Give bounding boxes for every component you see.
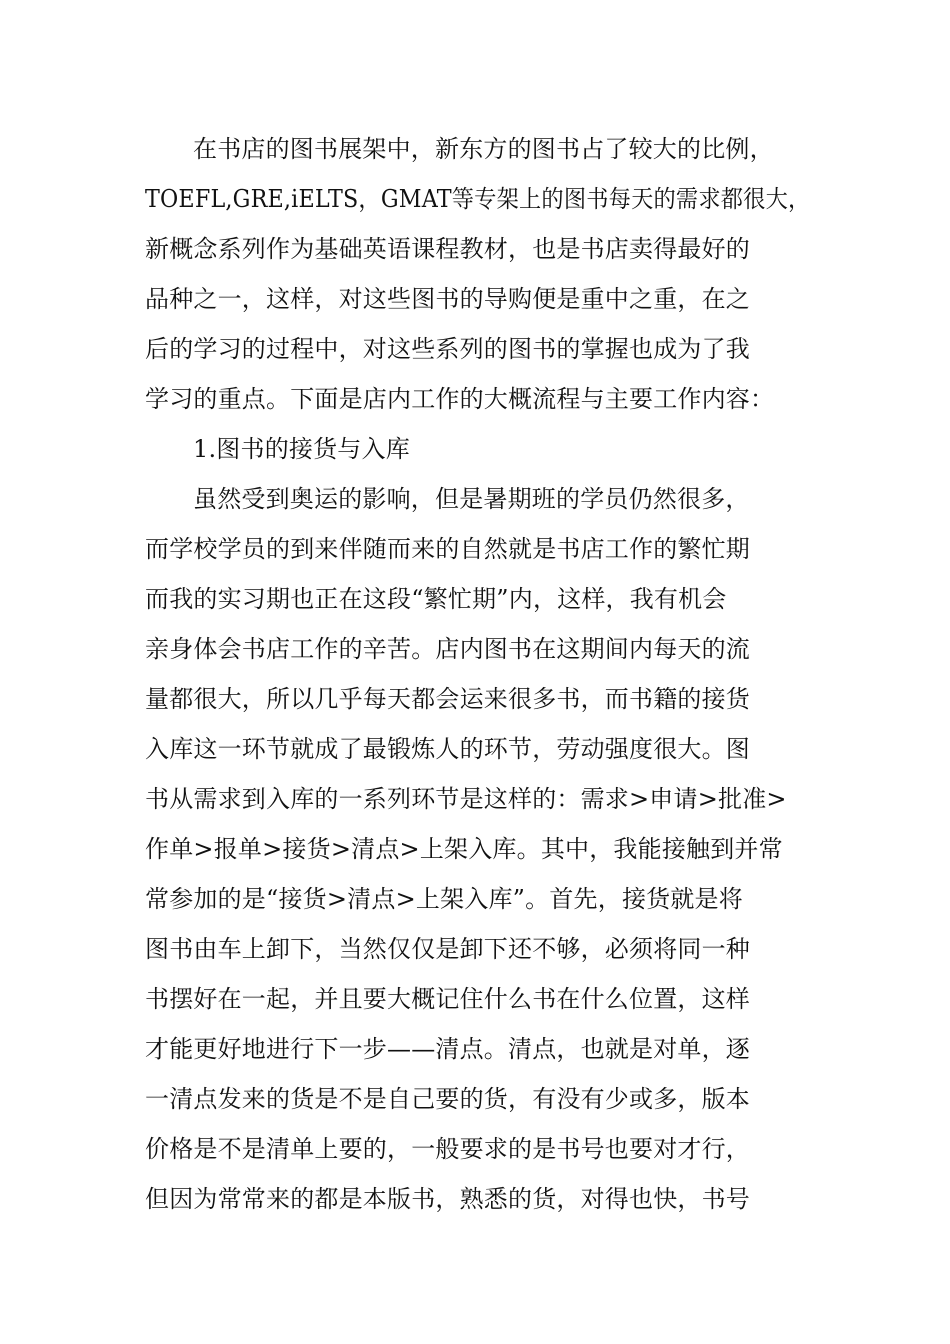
text-line: 虽然受到奥运的影响，但是暑期班的学员仍然很多， <box>193 485 750 513</box>
text-line: TOEFL,GRE,iELTS，GMAT等专架上的图书每天的需求都很大， <box>145 185 811 213</box>
text-line: 后的学习的过程中，对这些系列的图书的掌握也成为了我 <box>145 335 750 363</box>
text-line: 新概念系列作为基础英语课程教材，也是书店卖得最好的 <box>145 235 750 263</box>
text-line: 书摆好在一起，并且要大概记住什么书在什么位置，这样 <box>145 985 750 1013</box>
text-line: 但因为常常来的都是本版书，熟悉的货，对得也快，书号 <box>145 1185 750 1213</box>
text-line: 量都很大，所以几乎每天都会运来很多书，而书籍的接货 <box>145 685 750 713</box>
text-line: 而我的实习期也正在这段“繁忙期”内，这样，我有机会 <box>145 585 727 613</box>
text-line: 作单>报单>接货>清点>上架入库。其中，我能接触到并常 <box>145 835 783 863</box>
text-line: 而学校学员的到来伴随而来的自然就是书店工作的繁忙期 <box>145 535 750 563</box>
text-line: 在书店的图书展架中，新东方的图书占了较大的比例， <box>193 135 774 163</box>
text-line: 一清点发来的货是不是自己要的货，有没有少或多，版本 <box>145 1085 750 1113</box>
text-line: 常参加的是“接货>清点>上架入库”。首先，接货就是将 <box>145 885 743 913</box>
text-line: 才能更好地进行下一步——清点。清点，也就是对单，逐 <box>145 1035 750 1063</box>
section-heading: 1.图书的接货与入库 <box>193 435 410 463</box>
text-line: 书从需求到入库的一系列环节是这样的：需求>申请>批准> <box>145 785 787 813</box>
text-line: 亲身体会书店工作的辛苦。店内图书在这期间内每天的流 <box>145 635 750 663</box>
text-line: 入库这一环节就成了最锻炼人的环节，劳动强度很大。图 <box>145 735 750 763</box>
text-line: 图书由车上卸下，当然仅仅是卸下还不够，必须将同一种 <box>145 935 750 963</box>
text-line: 品种之一，这样，对这些图书的导购便是重中之重，在之 <box>145 285 750 313</box>
text-line: 价格是不是清单上要的，一般要求的是书号也要对才行， <box>145 1135 750 1163</box>
text-line: 学习的重点。下面是店内工作的大概流程与主要工作内容： <box>145 385 775 413</box>
